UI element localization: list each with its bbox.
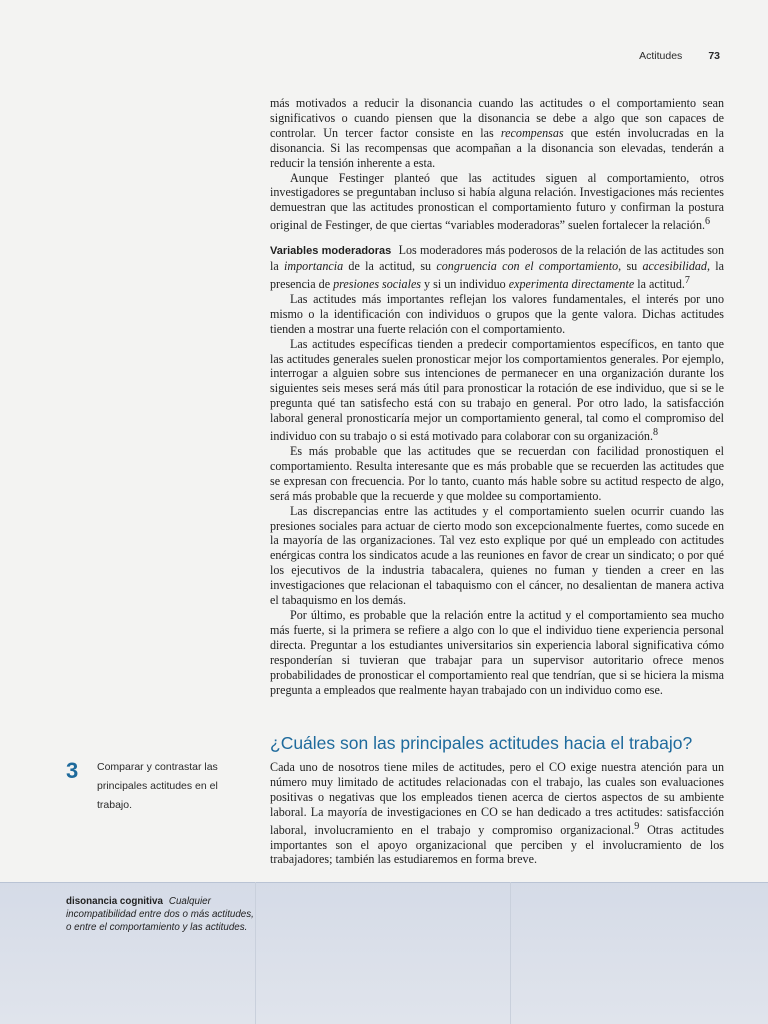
- main-text-column: [270, 96, 724, 697]
- paragraph-social-pressures: Las discrepancias entre las actitudes y el comportamiento suelen ocurrir cuando las presiones sociales para actuar de cierto modo son excepcionalmente fuertes, como sucede en la mayoría de las organizaciones. Tal vez esto explique por qué un empleado con actitudes enérgicas contra los sindicatos acude a las reuniones en favor de crear un sindicato; o por qué los ejecutivos de la industria tabacalera, quienes no fuman y tienden a creer en las investigaciones que relacionan el tabaquismo con el cáncer, no desalientan de manera activa el tabaquismo en los demás.: [270, 503, 724, 608]
- emphasis-recompensas: recompensas: [500, 125, 564, 140]
- paragraph-1: más motivados a reducir la disonancia cuando las actitudes o el comportamiento sean significativos o cuando piensen que la disonancia se debe a algo que son capaces de controlar. Un tercer factor consiste en las recompensas que estén involucradas en la disonancia. Si las recompensas que acompañan a la disonancia son elevadas, tenderán a reducir la tensión inherente a esta.: [270, 96, 724, 170]
- footnote-ref: 6: [705, 216, 711, 228]
- glossary-definition: Cualquier incompatibilidad entre dos o más actitudes, o entre el comportamiento y las actitudes.: [66, 896, 254, 933]
- paragraph-moderators: Variables moderadoras Los moderadores más poderosos de la relación de las actitudes son la importancia de la actitud, su congruencia con el comportamiento, su accesibilidad, la presencia de presiones sociales y si un individuo experimenta directamente la actitud.$^7$: [270, 243, 725, 292]
- paragraph-importance: Las actitudes más importantes reflejan los valores fundamentales, el interés por uno mismo o la identificación con individuos o grupos que la gente valora. Dichas actitudes tienden a mostrar una fuerte relación con el comportamiento.: [270, 291, 724, 336]
- paragraph-direct-experience: Por último, es probable que la relación entre la actitud y el comportamiento sea mucho más fuerte, si la primera se refiere a algo con lo que el individuo tiene experiencia personal directa. Preguntar a los estudiantes universitarios sin experiencia laboral significativa cómo responderían si tuvieran que trabajar para un supervisor autoritario ofrece menos probabilidades de pronosticar el comportamiento real que tendrían, que si se hiciera la misma pregunta a empleados que realmente hayan trabajado con un individuo como ese.: [270, 608, 724, 697]
- subheading-variables-moderadoras: Variables moderadoras: [270, 245, 392, 258]
- running-head-title: Actitudes: [639, 50, 683, 62]
- glossary-entry: [66, 895, 256, 934]
- page-number: 73: [708, 50, 720, 62]
- learning-objective-number: 3: [66, 758, 79, 783]
- running-head: [560, 50, 720, 62]
- footnote-ref: 8: [652, 427, 659, 439]
- learning-objective-note: Comparar y contrastar las principales actitudes en el trabajo.: [97, 761, 218, 811]
- paragraph-2: Aunque Festinger planteó que las actitudes siguen al comportamiento, otros investigadores se preguntaban incluso si había alguna relación. Investigaciones más recientes demuestran que las actitudes pronostican el comportamiento futuro y confirman la postura original de Festinger, de que ciertas “variables moderadoras” suelen fortalecer la relación.$^6$: [270, 170, 724, 233]
- section-heading: ¿Cuáles son las principales actitudes hacia el trabajo?: [270, 733, 693, 753]
- footnote-ref: 9: [634, 820, 640, 832]
- footnote-ref: 7: [684, 275, 690, 286]
- glossary-term: disonancia cognitiva: [66, 896, 163, 907]
- paragraph-accessibility: Es más probable que las actitudes que se recuerdan con facilidad pronostiquen el comportamiento. Resulta interesante que es más probable que se recuerden las actitudes que se expresan con frecuencia. Por lo tanto, cuanto más hable sobre su actitud respecto de algo, será más probable que la recuerde y que moldee su comportamiento.: [270, 444, 724, 503]
- paragraph-specificity: Las actitudes específicas tienden a predecir comportamientos específicos, en tanto que las actitudes generales suelen pronosticar mejor los comportamientos generales. Por ejemplo, interrogar a alguien sobre sus intenciones de permanecer en una organización durante los siguientes seis meses será más útil para pronosticar la rotación de ese individuo, que si se le pregunta qué tan satisfecho está con su trabajo en general. Por otro lado, la satisfacción laboral general pronosticaría mejor un comportamiento general, tal como el compromiso del individuo con su trabajo o si está motivado para colaborar con su organización.$^8$: [270, 336, 724, 444]
- section-text: Cada uno de nosotros tiene miles de actitudes, pero el CO exige nuestra atención para un número muy limitado de actitudes relacionadas con el trabajo, las cuales son evaluaciones positivas o negativas que los empleados tienen acerca de ciertos aspectos de su ambiente laboral. La mayoría de investigaciones en CO se han dedicado a tres actitudes: satisfacción laboral, involucramiento en el trabajo y compromiso organizacional.$^9$ Otras actitudes importantes son el apoyo organizacional que perciben y el involucramiento de los trabajadores; también las estudiaremos en forma breve.: [270, 760, 724, 867]
